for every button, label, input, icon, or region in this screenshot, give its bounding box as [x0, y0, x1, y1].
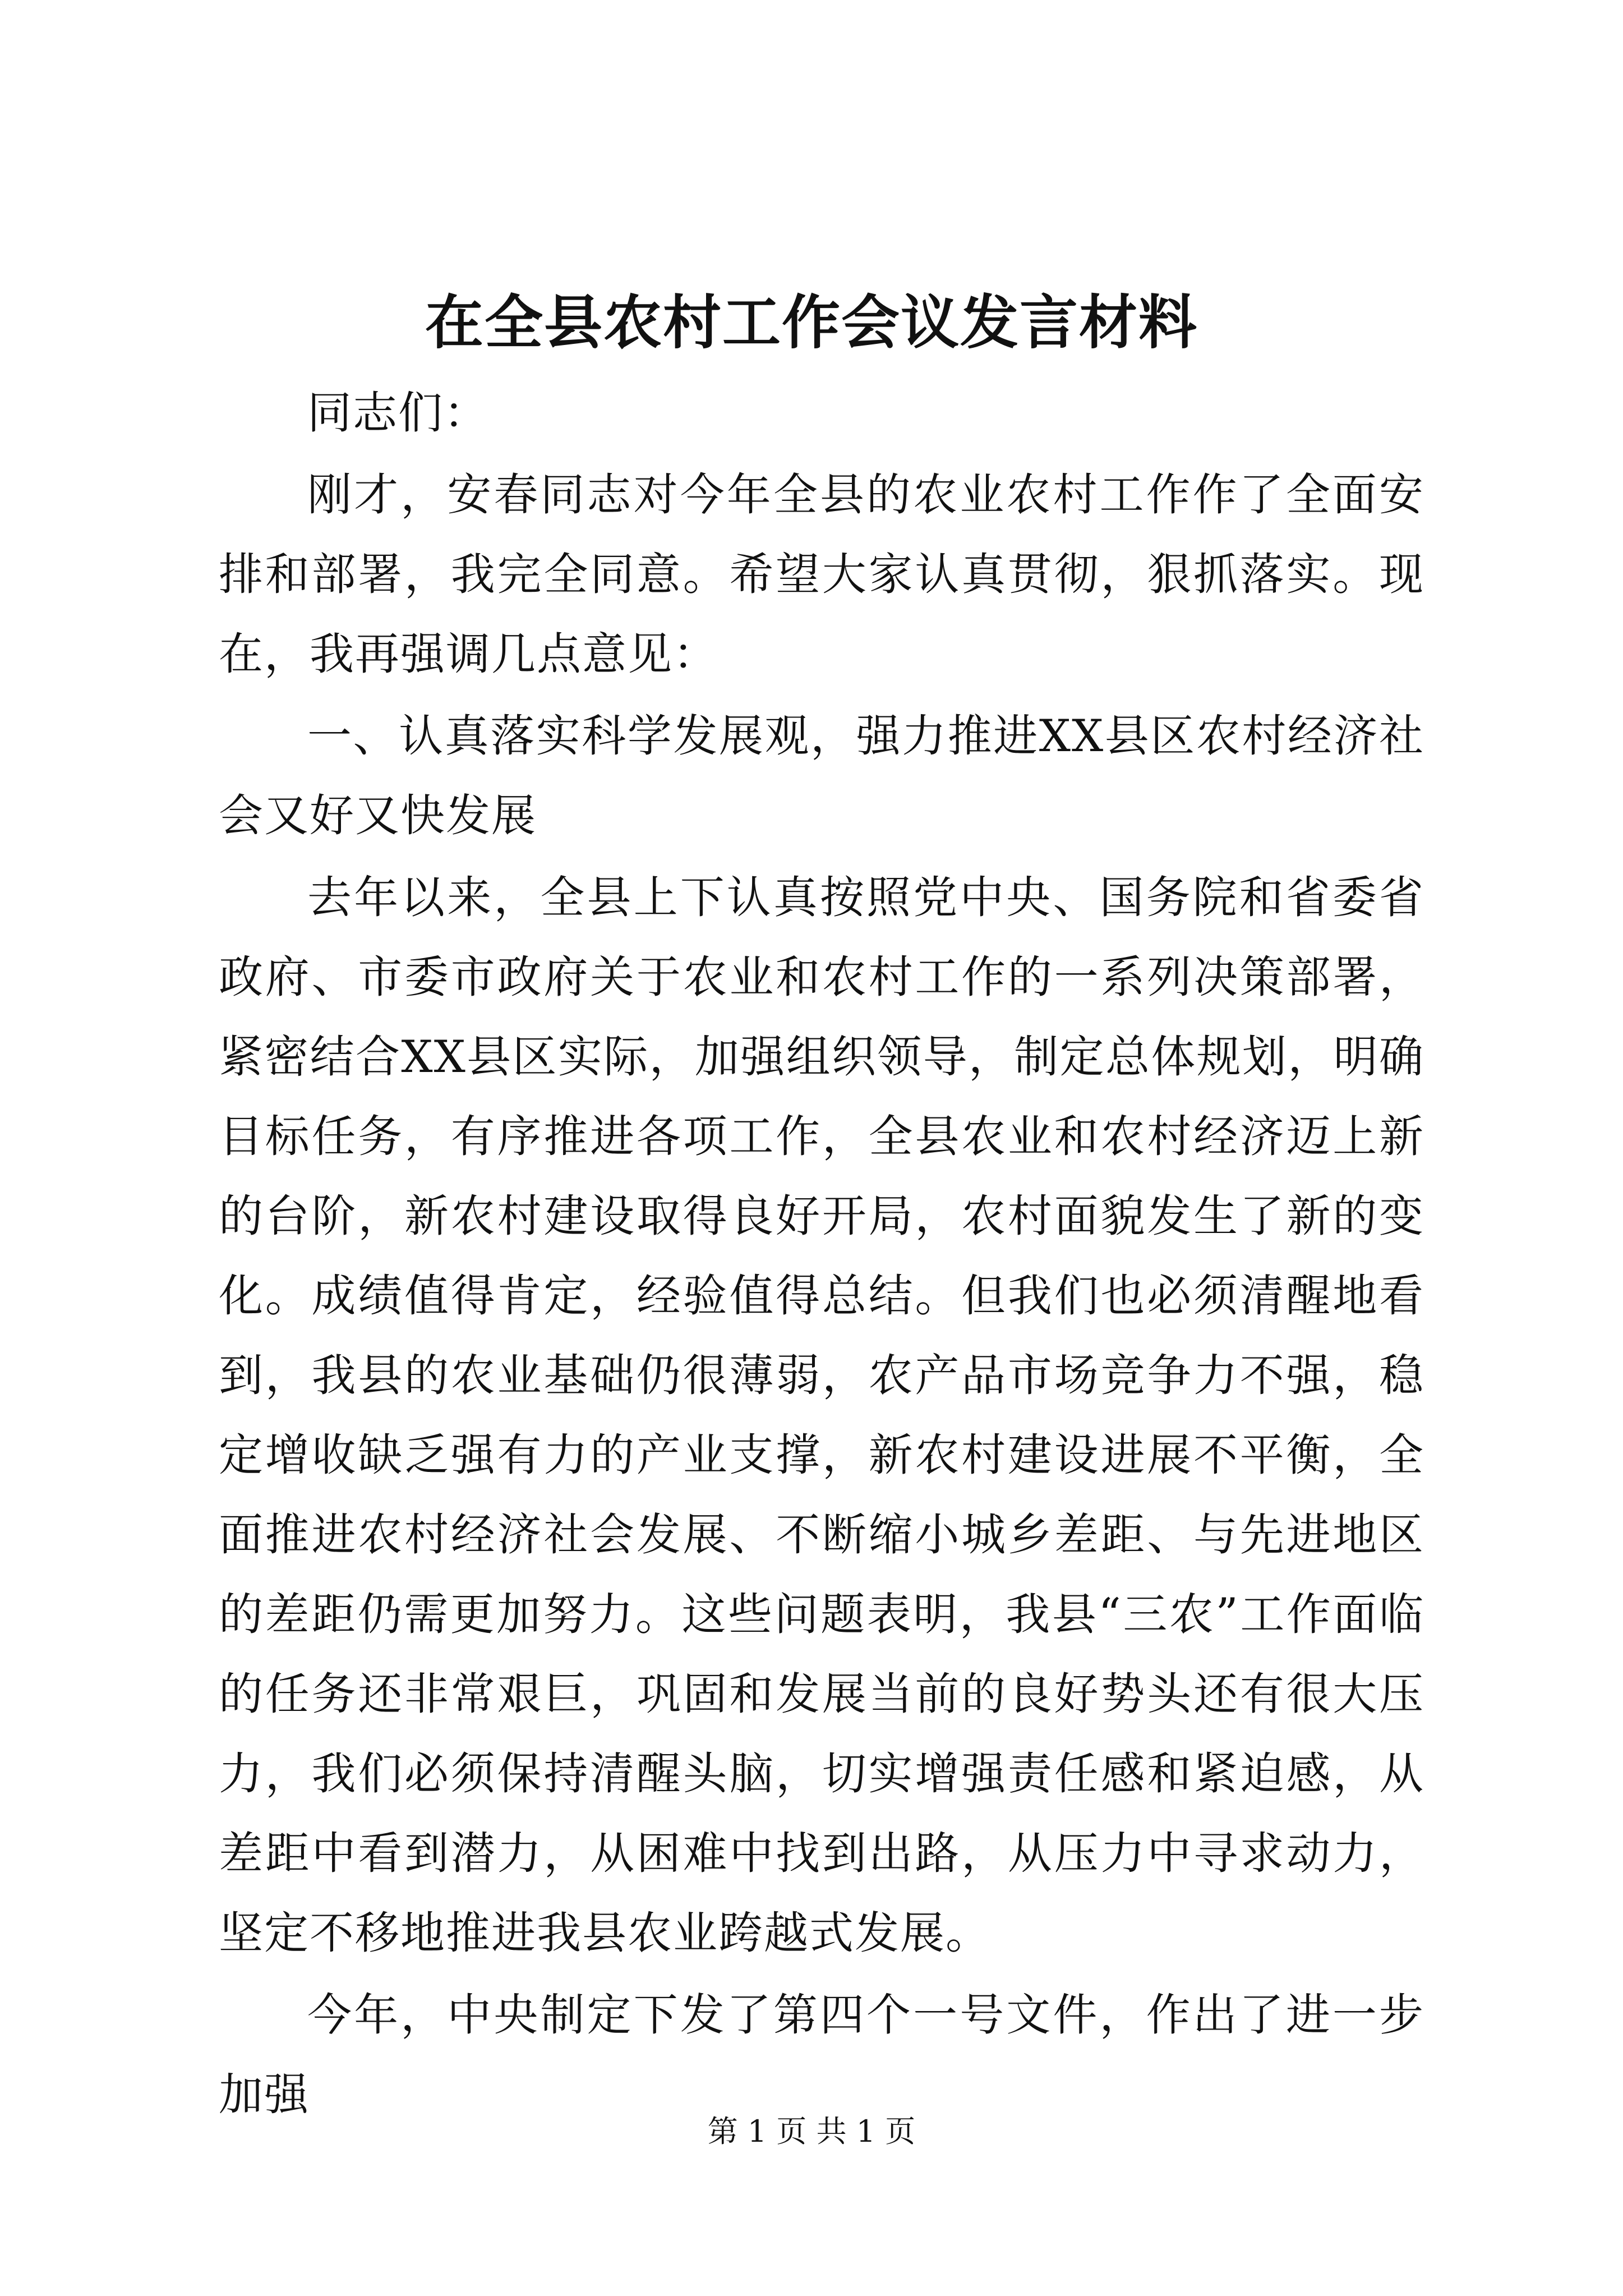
paragraph-review: 去年以来，全县上下认真按照党中央、国务院和省委省政府、市委市政府关于农业和农村工作的一系列决策部署，紧密结合XX县区实际，加强组织领导，制定总体规划，明确目标任务，有序推进各项工作，全县农业和农村经济迈上新的台阶，新农村建设取得良好开局，农村面貌发生了新的变化。成绩值得肯定，经验值得总结。但我们也必须清醒地看到，我县的农业基础仍很薄弱，农产品市场竞争力不强，稳定增收缺乏强有力的产业支撑，新农村建设进展不平衡，全面推进农村经济社会发展、不断缩小城乡差距、与先进地区的差距仍需更加努力。这些问题表明，我县“三农”工作面临的任务还非常艰巨，巩固和发展当前的良好势头还有很大压力，我们必须保持清醒头脑，切实增强责任感和紧迫感，从差距中看到潜力，从困难中找到出路，从压力中寻求动力，坚定不移地推进我县农业跨越式发展。	[219, 872, 1424, 1959]
section-heading-1: 一、认真落实科学发展观，强力推进XX县区农村经济社会又好又快发展	[219, 710, 1424, 841]
page-footer: 第 1 页 共 1 页	[707, 2114, 916, 2149]
paragraph-greeting: 同志们：	[307, 387, 489, 439]
paragraph-this-year: 今年，中央制定下发了第四个一号文件，作出了进一步加强	[219, 1989, 1424, 2120]
document-body	[219, 373, 1424, 2134]
document-title: 在全县农村工作会议发言材料	[425, 288, 1198, 357]
paragraph-intro: 刚才，安春同志对今年全县的农业农村工作作了全面安排和部署，我完全同意。希望大家认真贯彻，狠抓落实。现在，我再强调几点意见：	[219, 469, 1424, 680]
